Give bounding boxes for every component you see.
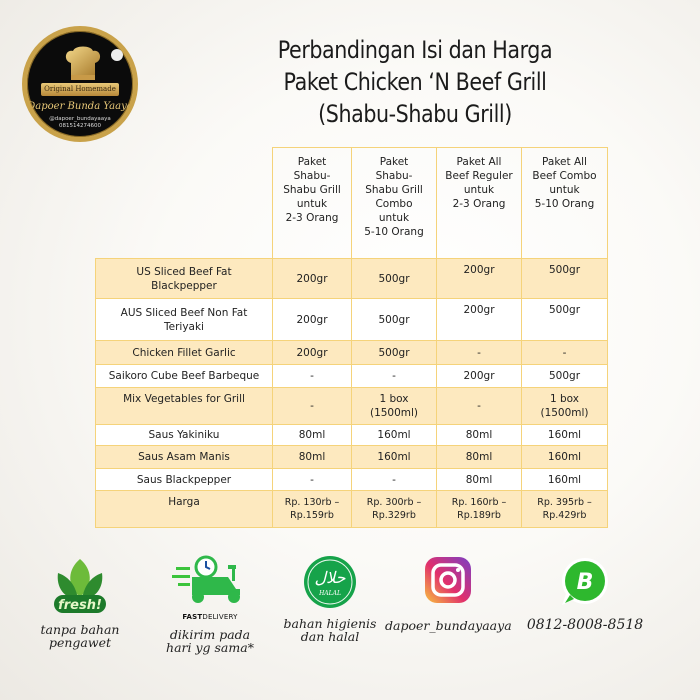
item-name: AUS Sliced Beef Non Fat Teriyaki xyxy=(96,299,273,341)
value-cell: 160ml xyxy=(522,446,608,469)
table-row xyxy=(96,425,608,446)
value-cell: 200gr xyxy=(273,341,352,365)
table-row xyxy=(96,365,608,388)
features-row xyxy=(0,555,700,675)
value-cell: 500gr xyxy=(352,341,437,365)
svg-text:حلال: حلال xyxy=(314,568,346,587)
whatsapp-business-icon[interactable] xyxy=(558,555,612,609)
logo-brand-name: Dapoer Bunda Yaaya xyxy=(27,101,133,112)
chef-hat-icon xyxy=(63,45,103,81)
feature-halal xyxy=(280,555,380,643)
value-cell: - xyxy=(437,388,522,425)
fresh-leaf-icon xyxy=(48,555,112,619)
table-row xyxy=(96,388,608,425)
feature-delivery xyxy=(155,555,265,654)
value-cell: 80ml xyxy=(437,425,522,446)
column-header: Paket Shabu- Shabu Grill untuk 2-3 Orang xyxy=(273,148,352,259)
header-empty-cell xyxy=(96,148,273,259)
price-cell: Rp. 300rb – Rp.329rb xyxy=(352,491,437,528)
table-row-price xyxy=(96,491,608,528)
logo-instagram: @dapoer_bundayaaya xyxy=(49,116,111,122)
whatsapp-number[interactable]: 0812-8008-8518 xyxy=(526,617,644,633)
item-name: Saus Asam Manis xyxy=(96,446,273,469)
title-line-1: Perbandingan Isi dan Harga xyxy=(277,36,553,64)
value-cell: - xyxy=(273,469,352,491)
value-cell: 500gr xyxy=(522,259,608,299)
feature-text-line2: pengawet xyxy=(48,635,112,650)
feature-text-line1: dikirim pada xyxy=(169,627,251,642)
comparison-table xyxy=(95,147,608,528)
value-cell: 200gr xyxy=(273,299,352,341)
value-cell: 200gr xyxy=(437,299,522,341)
feature-whatsapp[interactable] xyxy=(515,555,655,632)
value-cell: 160ml xyxy=(522,425,608,446)
logo-whatsapp: 081514274600 xyxy=(59,123,101,129)
column-header: Paket All Beef Reguler untuk 2-3 Orang xyxy=(437,148,522,259)
value-cell: - xyxy=(273,365,352,388)
value-cell: - xyxy=(437,341,522,365)
fast-delivery-label: FASTDELIVERY xyxy=(182,613,238,621)
price-cell: Rp. 130rb – Rp.159rb xyxy=(273,491,352,528)
table-row xyxy=(96,469,608,491)
instagram-handle[interactable]: dapoer_bundayaaya xyxy=(385,618,512,633)
instagram-icon[interactable] xyxy=(423,555,473,605)
value-cell: 80ml xyxy=(437,446,522,469)
item-name: Mix Vegetables for Grill xyxy=(96,388,273,425)
value-cell: 500gr xyxy=(352,299,437,341)
value-cell: 80ml xyxy=(273,446,352,469)
value-cell: - xyxy=(273,388,352,425)
value-cell: 500gr xyxy=(352,259,437,299)
title-line-3: (Shabu-Shabu Grill) xyxy=(318,100,512,128)
table-row xyxy=(96,446,608,469)
value-cell: - xyxy=(352,469,437,491)
feature-fresh xyxy=(30,555,130,649)
feature-text-line2: dan halal xyxy=(300,629,360,644)
item-name: Harga xyxy=(96,491,273,528)
value-cell: 80ml xyxy=(273,425,352,446)
table-row xyxy=(96,299,608,341)
brand-logo xyxy=(22,26,138,142)
item-name: Saikoro Cube Beef Barbeque xyxy=(96,365,273,388)
value-cell: 200gr xyxy=(437,365,522,388)
fast-delivery-scooter-icon xyxy=(170,555,250,607)
badge-icon xyxy=(111,49,123,61)
feature-instagram[interactable] xyxy=(385,555,510,632)
feature-text-line1: tanpa bahan xyxy=(40,622,120,637)
table-header-row xyxy=(96,148,608,259)
table-row xyxy=(96,341,608,365)
value-cell: 200gr xyxy=(273,259,352,299)
value-cell: 500gr xyxy=(522,299,608,341)
item-name: Chicken Fillet Garlic xyxy=(96,341,273,365)
item-name: US Sliced Beef Fat Blackpepper xyxy=(96,259,273,299)
title-line-2: Paket Chicken ‘N Beef Grill xyxy=(283,68,547,96)
item-name: Saus Blackpepper xyxy=(96,469,273,491)
feature-text-line2: hari yg sama* xyxy=(166,640,254,655)
value-cell: 1 box (1500ml) xyxy=(352,388,437,425)
value-cell: 1 box (1500ml) xyxy=(522,388,608,425)
page-title xyxy=(258,34,573,130)
price-cell: Rp. 395rb – Rp.429rb xyxy=(522,491,608,528)
value-cell: - xyxy=(352,365,437,388)
price-cell: Rp. 160rb – Rp.189rb xyxy=(437,491,522,528)
feature-text-line1: bahan higienis xyxy=(283,616,377,631)
logo-ribbon: Original Homemade xyxy=(41,83,119,96)
column-header: Paket Shabu- Shabu Grill Combo untuk 5-10 Orang xyxy=(352,148,437,259)
item-name: Saus Yakiniku xyxy=(96,425,273,446)
table-row xyxy=(96,259,608,299)
value-cell: 500gr xyxy=(522,365,608,388)
halal-icon xyxy=(303,555,357,609)
value-cell: 200gr xyxy=(437,259,522,299)
value-cell: 80ml xyxy=(437,469,522,491)
value-cell: 160ml xyxy=(522,469,608,491)
value-cell: 160ml xyxy=(352,446,437,469)
svg-text:fresh!: fresh! xyxy=(58,598,102,613)
logo-contacts xyxy=(27,116,133,130)
svg-text:HALAL: HALAL xyxy=(319,590,341,597)
svg-text:B: B xyxy=(576,570,594,595)
value-cell: 160ml xyxy=(352,425,437,446)
value-cell: - xyxy=(522,341,608,365)
column-header: Paket All Beef Combo untuk 5-10 Orang xyxy=(522,148,608,259)
